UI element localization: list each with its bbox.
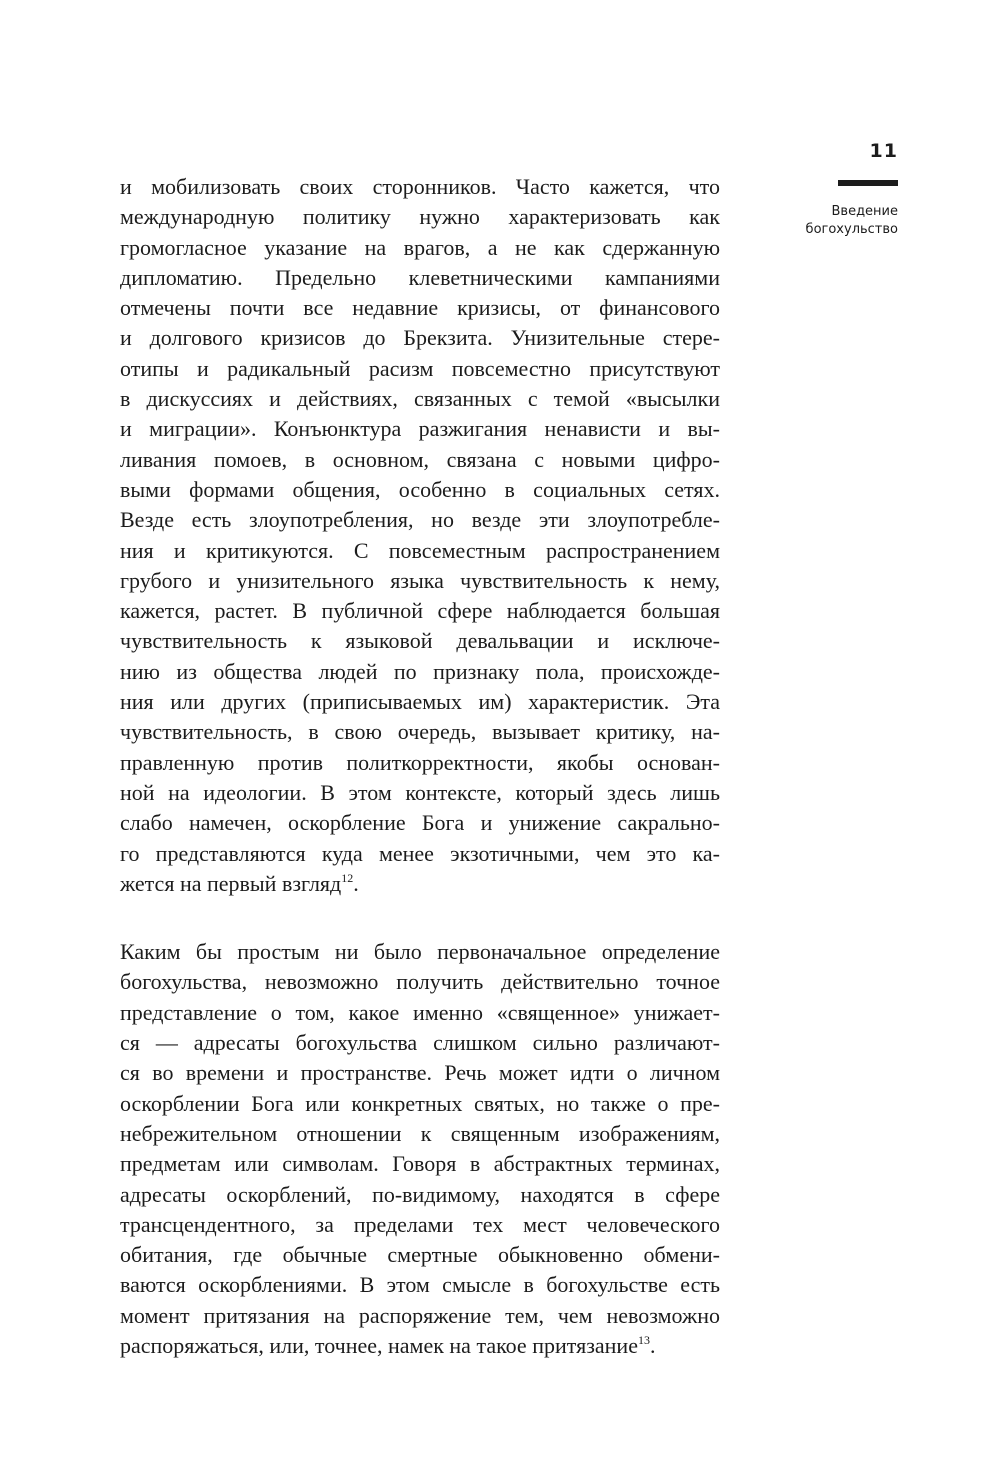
running-head-line: богохульство	[805, 222, 898, 237]
text-line: ной на идеологии. В этом контексте, который здесь лишь	[120, 779, 720, 805]
sentence-end: .	[649, 1332, 656, 1358]
text-line: и долгового кризисов до Брекзита. Унизительные стере-	[120, 325, 720, 351]
text-line: чувствительность, в свою очередь, вызывает критику, на-	[120, 719, 720, 745]
text-line: нию из общества людей по признаку пола, происхожде-	[120, 658, 720, 684]
footnote-marker: 13	[637, 1332, 650, 1347]
text-line: ся во времени и пространстве. Речь может идти о личном	[120, 1060, 720, 1086]
text-line: ния и критикуются. С повсеместным распространением	[120, 537, 720, 563]
running-head-line: Введение	[831, 204, 898, 219]
footnote-marker: 12	[341, 870, 354, 885]
text-line: Каким бы простым ни было первоначальное определение	[120, 939, 720, 965]
text-line: представление о том, какое именно «священное» унижает-	[120, 999, 720, 1025]
text-line: кажется, растет. В публичной сфере наблюдается большая	[120, 598, 720, 624]
text-line: обитания, где обычные смертные обыкновенно обмени-	[120, 1242, 720, 1268]
text-line: отмечены почти все недавние кризисы, от финансового	[120, 295, 720, 321]
text-line: и мобилизовать своих сторонников. Часто кажется, что	[120, 174, 720, 199]
sentence-end: .	[353, 870, 359, 896]
text-line: международную политику нужно характеризовать как	[120, 204, 720, 230]
page-number: 11	[869, 140, 898, 162]
text-line: грубого и унизительного языка чувствительность к нему,	[120, 567, 720, 593]
body-text	[120, 172, 720, 1361]
paragraph	[120, 172, 720, 899]
text-line: богохульства, невозможно получить действительно точное	[120, 969, 720, 995]
text-line: ливания помоев, в основном, связана с новыми цифро-	[120, 446, 720, 472]
text-line: Везде есть злоупотребления, но везде эти злоупотребле-	[120, 507, 720, 533]
text-line: трансцендентного, за пределами тех мест человеческого	[120, 1211, 720, 1237]
text-line: и миграции». Конъюнктура разжигания ненависти и вы-	[120, 416, 720, 442]
text-line: выми формами общения, особенно в социальных сетях.	[120, 476, 720, 502]
text-line: правленную против политкорректности, якобы основан-	[120, 749, 720, 775]
text-line: слабо намечен, оскорбление Бога и унижение сакрально-	[120, 810, 720, 836]
text-line: чувствительность к языковой девальвации и исключе-	[120, 628, 720, 654]
text-line: громогласное указание на врагов, а не как сдержанную	[120, 234, 720, 260]
text-line: оскорблении Бога или конкретных святых, но также о пре-	[120, 1090, 720, 1116]
running-head	[760, 203, 898, 239]
header-rule	[838, 180, 898, 186]
text-line: предметам или символам. Говоря в абстрактных терминах,	[120, 1151, 720, 1177]
text-line: отипы и радикальный расизм повсеместно присутствуют	[120, 355, 720, 381]
paragraph	[120, 937, 720, 1361]
text-line: жется на первый взгляд$^{12}$.	[120, 870, 359, 896]
text-line: ваются оскорблениями. В этом смысле в богохульстве есть	[120, 1272, 720, 1298]
text-line: ния или других (приписываемых им) характеристик. Эта	[120, 689, 720, 715]
text-line: адресаты оскорблений, по-видимому, находятся в сфере	[120, 1181, 720, 1207]
text-line: момент притязания на распоряжение тем, чем невозможно	[120, 1302, 720, 1328]
text-line: го представляются куда менее экзотичными, чем это ка-	[120, 840, 720, 866]
text-line: ся — адресаты богохульства слишком сильно различают-	[120, 1030, 720, 1056]
text-line: небрежительном отношении к священным изображениям,	[120, 1120, 720, 1146]
text-line: в дискуссиях и действиях, связанных с темой «высылки	[120, 386, 720, 412]
text-line: дипломатию. Предельно клеветническими кампаниями	[120, 264, 720, 290]
text-line: распоряжаться, или, точнее, намек на такое притязание$^{13}$.	[120, 1332, 656, 1358]
